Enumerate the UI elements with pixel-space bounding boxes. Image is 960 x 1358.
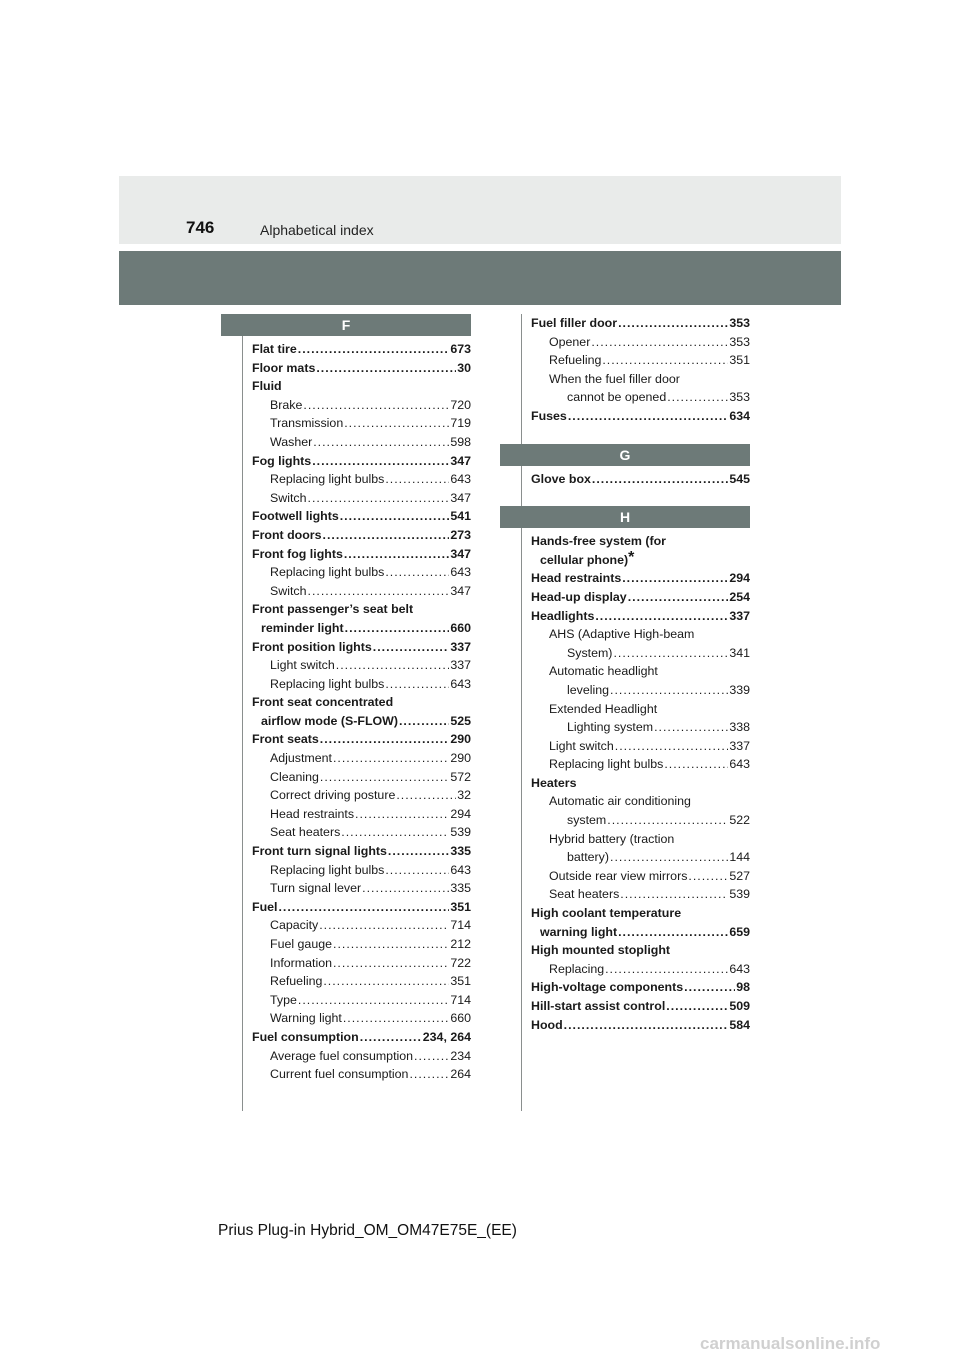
index-entry bbox=[531, 548, 750, 570]
leader-dots bbox=[312, 452, 449, 471]
entry-label: Replacing light bulbs bbox=[270, 472, 385, 487]
entry-label: Seat heaters bbox=[270, 825, 341, 840]
entry-label: Switch bbox=[270, 490, 307, 505]
leader-dots bbox=[385, 563, 449, 582]
entry-label: Replacing light bulbs bbox=[549, 757, 664, 772]
entry-label: Replacing bbox=[549, 961, 605, 976]
entry-page: 32 bbox=[457, 788, 471, 803]
entry-page: 584 bbox=[729, 1017, 750, 1032]
entry-label: Fog lights bbox=[252, 453, 312, 468]
leader-dots bbox=[607, 811, 728, 830]
leader-dots bbox=[345, 619, 450, 638]
entry-page: 714 bbox=[450, 992, 471, 1007]
entry-label: Front position lights bbox=[252, 639, 372, 654]
leader-dots bbox=[388, 842, 449, 861]
entry-label: Refueling bbox=[549, 353, 602, 368]
index-entry bbox=[531, 370, 750, 389]
leader-dots bbox=[628, 588, 729, 607]
entry-label: Hood bbox=[531, 1017, 563, 1032]
index-entry bbox=[252, 340, 471, 359]
entry-page: 643 bbox=[450, 676, 471, 691]
entry-page: 337 bbox=[450, 658, 471, 673]
entry-page: 541 bbox=[450, 509, 471, 524]
index-entry bbox=[531, 333, 750, 352]
entry-label: Warning light bbox=[270, 1011, 342, 1026]
entry-page: 337 bbox=[729, 738, 750, 753]
entry-page: 509 bbox=[729, 999, 750, 1013]
leader-dots bbox=[385, 675, 449, 694]
entry-label: Lighting system bbox=[567, 720, 654, 735]
entry-label: Light switch bbox=[549, 738, 614, 753]
index-entry bbox=[252, 749, 471, 768]
leader-dots bbox=[278, 898, 449, 917]
entry-label: Average fuel consumption bbox=[270, 1048, 414, 1063]
letter-heading-h: H bbox=[500, 506, 750, 528]
index-entry bbox=[531, 700, 750, 719]
leader-dots bbox=[667, 388, 728, 407]
entry-label: Current fuel consumption bbox=[270, 1067, 409, 1082]
entry-label: Light switch bbox=[270, 658, 335, 673]
entry-label: Replacing light bulbs bbox=[270, 565, 385, 580]
leader-dots bbox=[592, 470, 728, 489]
entry-page: 545 bbox=[729, 471, 750, 486]
page-number: 746 bbox=[186, 218, 215, 237]
entry-page: 351 bbox=[450, 974, 471, 989]
leader-dots bbox=[620, 885, 728, 904]
entry-label: battery) bbox=[567, 850, 610, 865]
leader-dots bbox=[323, 972, 449, 991]
entry-page: 353 bbox=[729, 334, 750, 349]
footnote-star: * bbox=[628, 548, 635, 566]
entry-label: cellular phone)* bbox=[540, 548, 635, 567]
index-entry bbox=[252, 935, 471, 954]
letter-heading-g: G bbox=[500, 444, 750, 466]
entry-label: Fuel bbox=[252, 899, 278, 914]
leader-dots bbox=[605, 960, 728, 979]
leader-dots bbox=[308, 582, 450, 601]
index-entry bbox=[531, 588, 750, 607]
entry-label: When the fuel filler door bbox=[549, 371, 680, 386]
index-entry bbox=[252, 879, 471, 898]
index-entry bbox=[531, 885, 750, 904]
index-entry bbox=[252, 693, 471, 712]
index-entry bbox=[531, 681, 750, 700]
index-entry bbox=[252, 470, 471, 489]
entry-label: Automatic headlight bbox=[549, 664, 658, 679]
entry-label: High mounted stoplight bbox=[531, 943, 671, 958]
index-entry bbox=[531, 978, 750, 997]
entry-page: 673 bbox=[450, 342, 471, 356]
index-entry bbox=[252, 916, 471, 935]
entry-page: 722 bbox=[450, 955, 471, 970]
index-entry bbox=[252, 823, 471, 842]
entry-page: 347 bbox=[450, 583, 471, 598]
entry-page: 264 bbox=[450, 1067, 471, 1082]
index-entry bbox=[252, 638, 471, 657]
index-entry bbox=[252, 954, 471, 973]
entry-label: Fuel filler door bbox=[531, 316, 618, 330]
leader-dots bbox=[340, 507, 450, 526]
entry-page: 353 bbox=[729, 390, 750, 405]
entry-label: High coolant temperature bbox=[531, 906, 682, 921]
entry-label: Front seat concentrated bbox=[252, 695, 394, 710]
leader-dots bbox=[333, 749, 449, 768]
entry-label: Headlights bbox=[531, 608, 595, 623]
index-entry bbox=[252, 805, 471, 824]
index-entry bbox=[531, 625, 750, 644]
index-entries-f-cont bbox=[522, 314, 750, 426]
entry-page: 572 bbox=[450, 769, 471, 784]
entry-page: 290 bbox=[450, 732, 471, 747]
index-entry bbox=[252, 1028, 471, 1047]
entry-page: 337 bbox=[729, 608, 750, 623]
index-entry bbox=[531, 407, 750, 426]
index-entry bbox=[531, 904, 750, 923]
leader-dots bbox=[568, 407, 729, 426]
entry-page: 30 bbox=[457, 360, 471, 375]
index-entries-g bbox=[522, 470, 750, 489]
entry-page: 539 bbox=[729, 887, 750, 902]
index-entry bbox=[531, 351, 750, 370]
entry-label: Cleaning bbox=[270, 769, 319, 784]
entry-label: system bbox=[567, 813, 607, 828]
entry-page: 337 bbox=[450, 639, 471, 654]
entry-page: 234, 264 bbox=[422, 1029, 471, 1044]
entry-label: warning light bbox=[540, 924, 618, 939]
leader-dots bbox=[355, 805, 449, 824]
index-entries-h bbox=[522, 532, 750, 1034]
entry-page: 643 bbox=[729, 757, 750, 772]
header-dark-band bbox=[119, 251, 841, 305]
index-entry bbox=[531, 755, 750, 774]
entry-page: 212 bbox=[450, 937, 471, 951]
index-entry bbox=[531, 811, 750, 830]
entry-page: 335 bbox=[450, 844, 471, 859]
index-entry bbox=[252, 600, 471, 619]
letter-heading-f: F bbox=[221, 314, 471, 336]
entry-label: Capacity bbox=[270, 918, 319, 933]
leader-dots bbox=[396, 786, 456, 805]
index-entry bbox=[252, 675, 471, 694]
index-entry bbox=[531, 607, 750, 626]
index-entry bbox=[531, 848, 750, 867]
entry-label: Head-up display bbox=[531, 589, 627, 604]
index-entry bbox=[252, 1065, 471, 1084]
index-entry bbox=[531, 388, 750, 407]
entry-label: Replacing light bulbs bbox=[270, 862, 385, 877]
entry-page: 144 bbox=[729, 850, 750, 865]
leader-dots bbox=[595, 607, 728, 626]
entry-label: leveling bbox=[567, 682, 610, 697]
leader-dots bbox=[313, 433, 449, 452]
entry-label: Turn signal lever bbox=[270, 881, 362, 896]
entry-page: 294 bbox=[450, 806, 471, 821]
entry-label: High-voltage components bbox=[531, 980, 684, 995]
entry-label: Flat tire bbox=[252, 342, 297, 356]
index-entry bbox=[252, 786, 471, 805]
entry-page: 351 bbox=[729, 353, 750, 368]
leader-dots bbox=[602, 351, 728, 370]
entry-label: Fuel consumption bbox=[252, 1029, 359, 1044]
index-entry bbox=[531, 774, 750, 793]
entry-page: 719 bbox=[450, 416, 471, 431]
entry-label: Information bbox=[270, 955, 332, 970]
index-entry bbox=[252, 507, 471, 526]
entry-label: Replacing light bulbs bbox=[270, 676, 385, 691]
leader-dots bbox=[610, 848, 728, 867]
entry-label: Front passenger’s seat belt bbox=[252, 602, 414, 617]
index-entry bbox=[531, 941, 750, 960]
header-band bbox=[119, 176, 841, 244]
entry-page: 643 bbox=[450, 472, 471, 487]
index-entry bbox=[252, 656, 471, 675]
entry-page: 341 bbox=[729, 645, 750, 660]
entry-label: Front seats bbox=[252, 732, 319, 747]
entry-label: airflow mode (S-FLOW) bbox=[261, 713, 398, 728]
leader-dots bbox=[333, 935, 449, 954]
index-entry bbox=[252, 991, 471, 1010]
leader-dots bbox=[333, 954, 449, 973]
entry-page: 98 bbox=[736, 980, 750, 995]
leader-dots bbox=[360, 1028, 422, 1047]
entry-page: 522 bbox=[729, 813, 750, 828]
entry-page: 347 bbox=[450, 490, 471, 505]
watermark: carmanualsonline.info bbox=[700, 1334, 881, 1353]
entry-label: Fluid bbox=[252, 379, 282, 394]
index-entry bbox=[252, 712, 471, 731]
index-entry bbox=[531, 792, 750, 811]
index-entry bbox=[252, 768, 471, 787]
index-entry bbox=[252, 972, 471, 991]
leader-dots bbox=[320, 768, 449, 787]
leader-dots bbox=[409, 1065, 449, 1084]
index-column-left bbox=[242, 314, 471, 1111]
entry-label: Opener bbox=[549, 334, 591, 349]
entry-label: Head restraints bbox=[270, 806, 355, 821]
entry-label: Hybrid battery (traction bbox=[549, 831, 675, 846]
leader-dots bbox=[385, 470, 449, 489]
entry-label: AHS (Adaptive High-beam bbox=[549, 627, 695, 642]
entry-label: Correct driving posture bbox=[270, 788, 396, 803]
entry-page: 525 bbox=[450, 713, 471, 728]
entry-label: Hands-free system (for bbox=[531, 534, 666, 549]
entry-label: Fuses bbox=[531, 408, 567, 423]
entry-label: reminder light bbox=[261, 620, 344, 635]
leader-dots bbox=[591, 333, 728, 352]
index-entry bbox=[531, 737, 750, 756]
entry-label: Type bbox=[270, 992, 297, 1007]
index-entry bbox=[531, 867, 750, 886]
leader-dots bbox=[414, 1047, 449, 1066]
entry-page: 643 bbox=[450, 565, 471, 580]
index-entry bbox=[252, 545, 471, 564]
section-title: Alphabetical index bbox=[260, 222, 374, 238]
entry-label: Automatic air conditioning bbox=[549, 794, 691, 809]
index-entry bbox=[252, 1047, 471, 1066]
index-entry bbox=[252, 359, 471, 378]
entry-page: 720 bbox=[450, 397, 471, 412]
leader-dots bbox=[308, 489, 450, 508]
leader-dots bbox=[385, 861, 449, 880]
index-entry bbox=[531, 718, 750, 737]
leader-dots bbox=[615, 737, 729, 756]
entry-label: cannot be opened bbox=[567, 390, 667, 405]
index-entry bbox=[531, 997, 750, 1016]
entry-label: System) bbox=[567, 645, 613, 660]
index-entry bbox=[252, 582, 471, 601]
index-entry bbox=[252, 452, 471, 471]
leader-dots bbox=[373, 638, 450, 657]
entry-page: 598 bbox=[450, 434, 471, 449]
entry-label: Seat heaters bbox=[549, 887, 620, 902]
index-entry bbox=[252, 1009, 471, 1028]
entry-label: Floor mats bbox=[252, 360, 316, 375]
leader-dots bbox=[344, 545, 449, 564]
entry-label: Brake bbox=[270, 397, 303, 412]
index-entry bbox=[531, 960, 750, 979]
footer-document-id: Prius Plug-in Hybrid_OM_OM47E75E_(EE) bbox=[218, 1222, 517, 1239]
entry-label: Extended Headlight bbox=[549, 701, 658, 716]
entry-label: Outside rear view mirrors bbox=[549, 868, 688, 883]
index-entry bbox=[252, 861, 471, 880]
leader-dots bbox=[298, 991, 449, 1010]
leader-dots bbox=[319, 916, 449, 935]
entry-page: 347 bbox=[450, 453, 471, 468]
entry-label: Fuel gauge bbox=[270, 937, 333, 951]
leader-dots bbox=[399, 712, 449, 731]
leader-dots bbox=[316, 359, 456, 378]
entry-page: 290 bbox=[450, 751, 471, 766]
entry-page: 527 bbox=[729, 868, 750, 883]
leader-dots bbox=[344, 414, 449, 433]
index-entry bbox=[531, 314, 750, 333]
entry-label: Heaters bbox=[531, 775, 577, 790]
index-entry bbox=[252, 433, 471, 452]
entry-page: 659 bbox=[729, 924, 750, 939]
index-entry bbox=[531, 662, 750, 681]
entry-label: Footwell lights bbox=[252, 509, 339, 524]
index-entry bbox=[531, 1016, 750, 1035]
index-entry bbox=[531, 830, 750, 849]
entry-label: Washer bbox=[270, 434, 313, 449]
entry-page: 714 bbox=[450, 918, 471, 933]
entry-label: Transmission bbox=[270, 416, 344, 431]
leader-dots bbox=[341, 823, 449, 842]
entry-page: 660 bbox=[450, 620, 471, 635]
index-entry bbox=[252, 489, 471, 508]
leader-dots bbox=[613, 644, 728, 663]
index-entry bbox=[252, 396, 471, 415]
entry-label: Front turn signal lights bbox=[252, 844, 387, 859]
entry-page: 234 bbox=[450, 1048, 471, 1063]
entry-page: 643 bbox=[729, 961, 750, 976]
entry-page: 351 bbox=[450, 899, 471, 914]
index-entry bbox=[252, 619, 471, 638]
entry-label: Front fog lights bbox=[252, 546, 343, 561]
leader-dots bbox=[343, 1009, 449, 1028]
leader-dots bbox=[298, 340, 450, 359]
entry-page: 273 bbox=[450, 527, 471, 542]
entry-page: 338 bbox=[729, 720, 750, 735]
index-entry bbox=[252, 377, 471, 396]
index-entries-f bbox=[243, 340, 471, 1084]
leader-dots bbox=[666, 997, 728, 1016]
index-entry bbox=[252, 730, 471, 749]
entry-page: 539 bbox=[450, 825, 471, 840]
leader-dots bbox=[323, 526, 450, 545]
entry-page: 339 bbox=[729, 682, 750, 697]
leader-dots bbox=[684, 978, 735, 997]
leader-dots bbox=[664, 755, 728, 774]
index-entry bbox=[252, 898, 471, 917]
leader-dots bbox=[622, 569, 728, 588]
leader-dots bbox=[688, 867, 728, 886]
entry-label: Refueling bbox=[270, 974, 323, 989]
entry-page: 634 bbox=[729, 408, 750, 423]
entry-label: Front doors bbox=[252, 527, 322, 542]
index-entry bbox=[252, 414, 471, 433]
entry-page: 254 bbox=[729, 589, 750, 604]
index-entry bbox=[531, 532, 750, 551]
leader-dots bbox=[320, 730, 450, 749]
index-entry bbox=[531, 470, 750, 489]
entry-page: 335 bbox=[450, 881, 471, 896]
entry-label: Head restraints bbox=[531, 571, 622, 586]
entry-label: Glove box bbox=[531, 471, 591, 486]
leader-dots bbox=[618, 314, 728, 333]
index-entry bbox=[531, 923, 750, 942]
leader-dots bbox=[336, 656, 450, 675]
leader-dots bbox=[564, 1016, 729, 1035]
entry-page: 660 bbox=[450, 1011, 471, 1026]
entry-page: 643 bbox=[450, 862, 471, 877]
index-entry bbox=[531, 644, 750, 663]
index-column-right bbox=[521, 314, 750, 1111]
entry-label: Adjustment bbox=[270, 751, 332, 766]
entry-label: Hill-start assist control bbox=[531, 999, 666, 1013]
entry-page: 347 bbox=[450, 546, 471, 561]
entry-label: Switch bbox=[270, 583, 307, 598]
leader-dots bbox=[303, 396, 449, 415]
index-entry bbox=[252, 526, 471, 545]
leader-dots bbox=[618, 923, 728, 942]
index-entry bbox=[252, 563, 471, 582]
entry-page: 294 bbox=[729, 571, 750, 586]
index-entry bbox=[252, 842, 471, 861]
leader-dots bbox=[362, 879, 449, 898]
leader-dots bbox=[610, 681, 728, 700]
index-entry bbox=[531, 569, 750, 588]
leader-dots bbox=[654, 718, 728, 737]
entry-page: 353 bbox=[729, 316, 750, 330]
